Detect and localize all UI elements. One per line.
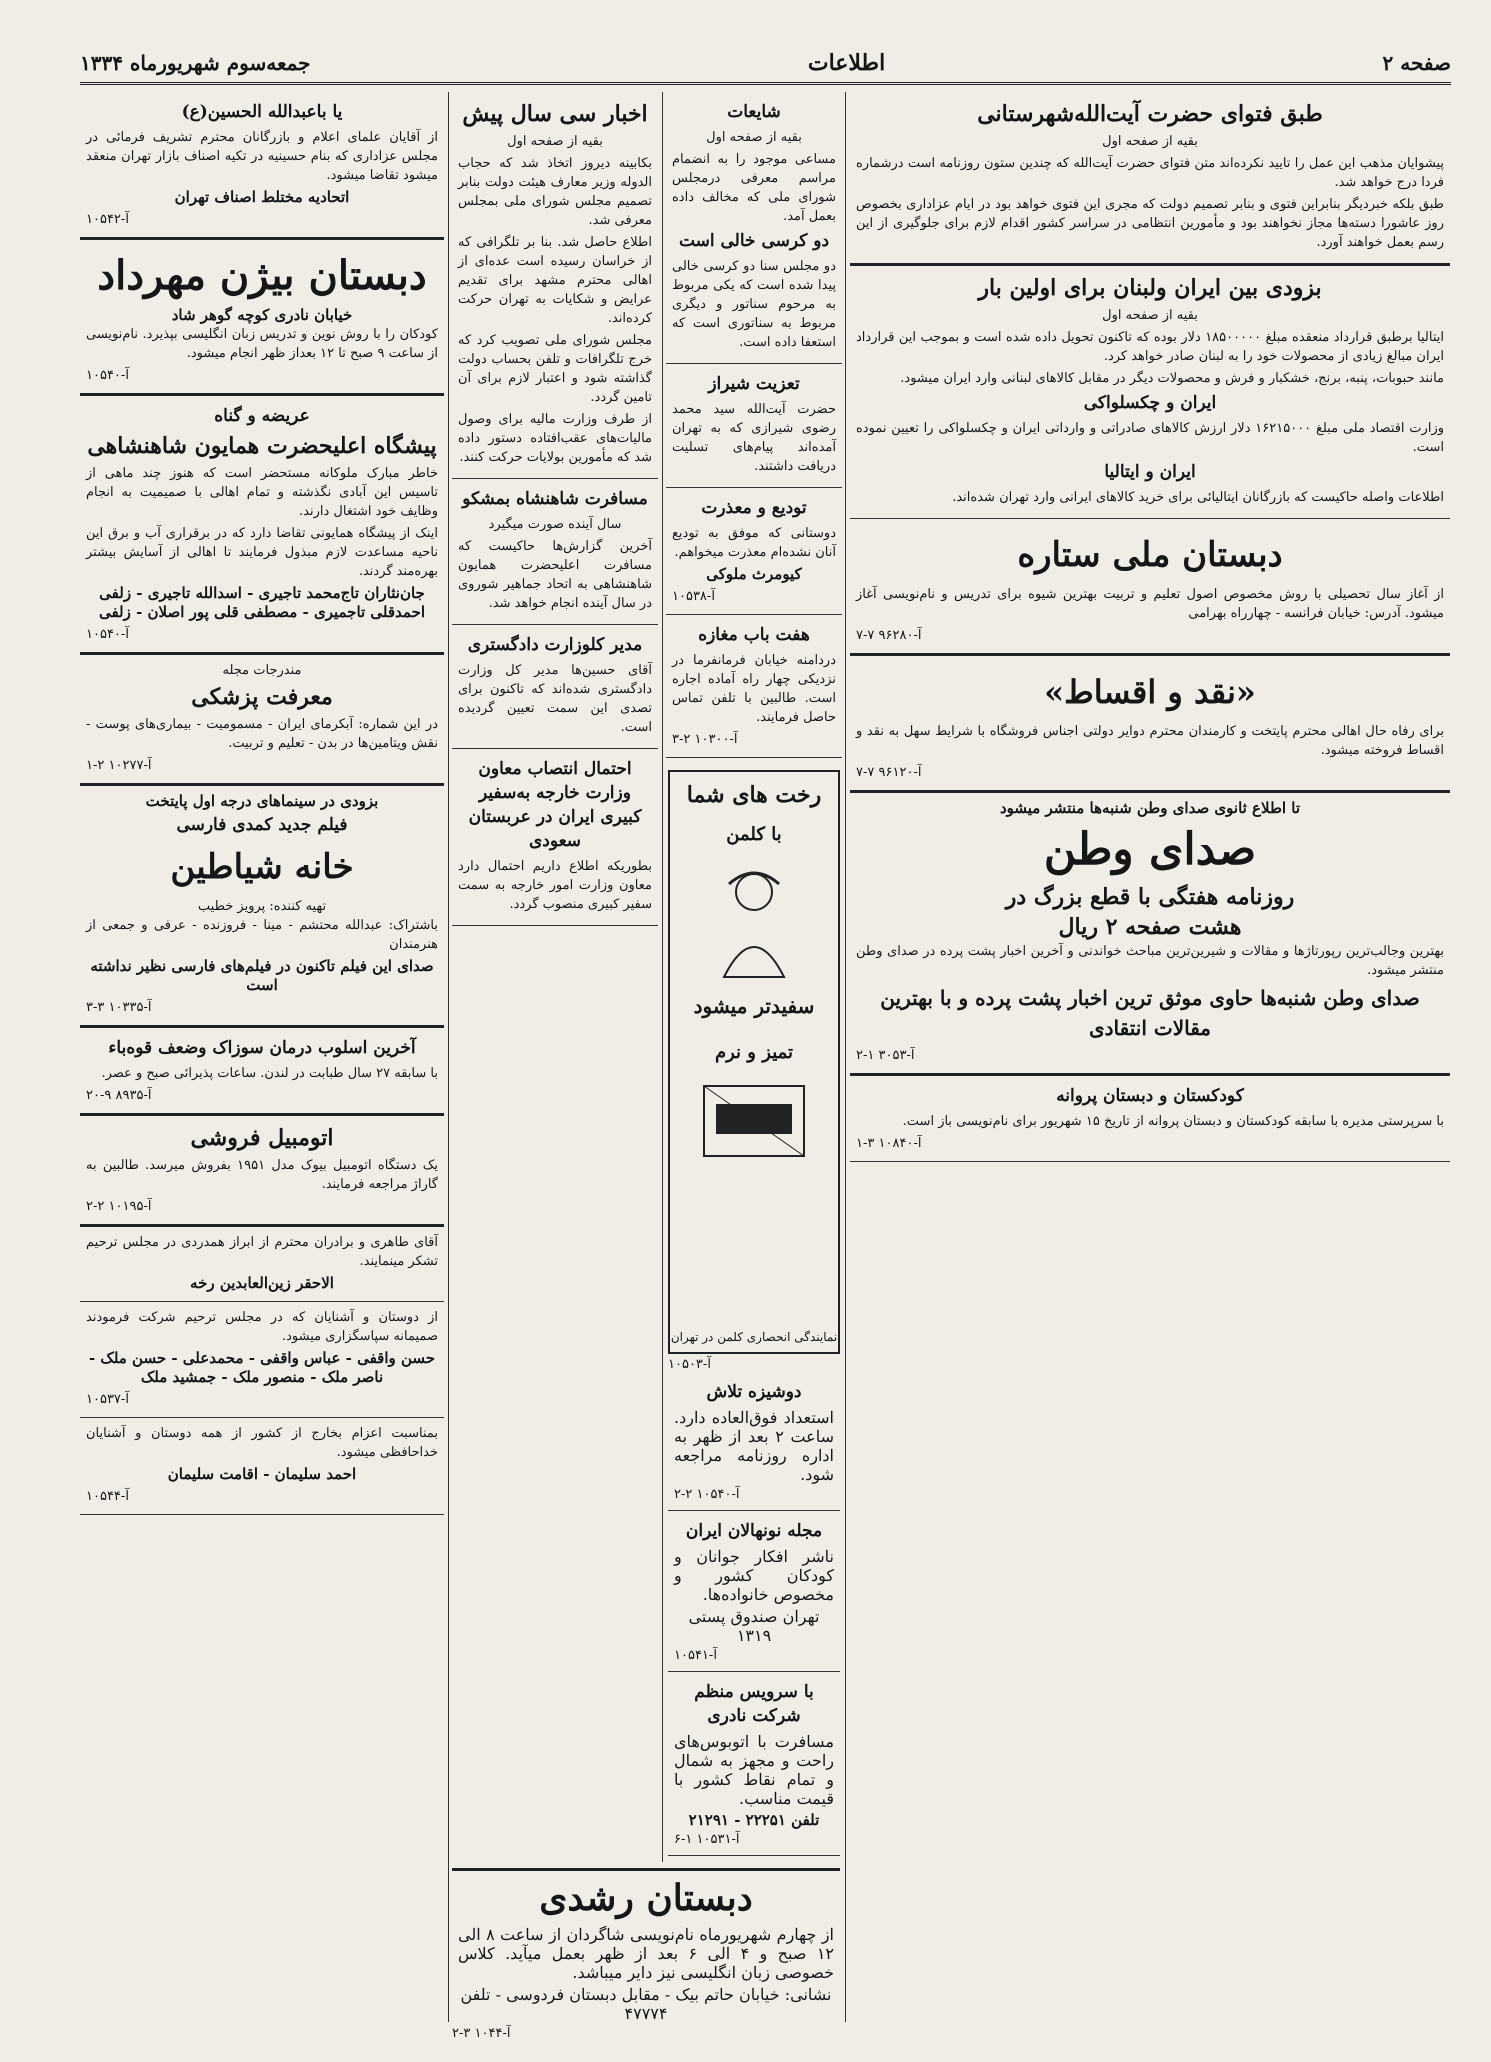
fatwa-paragraph: پیشوایان مذهب این عمل را تایید نکرده‌اند متن فتوای حضرت آیت‌الله که چندین ستون روزنامه است درشماره فردا درج خواهد شد.: [856, 156, 1444, 190]
fatwa-article: [850, 92, 1450, 266]
history-news-continued: بقیه از صفحه اول: [507, 134, 603, 149]
car-sale-ad: [80, 1116, 444, 1227]
justice-paragraph: آقای حسین‌ها مدیر کل وزارت دادگستری شده‌اند که تاکنون برای تصدی این سمت تعیین گردیده است.: [458, 663, 652, 735]
store-title: هفت باب مغازه: [698, 625, 810, 645]
film-announcement: بزودی در سینماهای درجه اول پایتخت: [145, 792, 379, 810]
condolence-headline: تعزیت شیراز: [708, 374, 800, 394]
bus-company-text: مسافرت با اتوبوس‌های راحت و مجهز به شمال و تمام نقاط کشور با قیمت مناسب.: [674, 1732, 834, 1808]
column-left: [80, 92, 444, 2022]
fatwa-paragraph: طبق بلکه خبردیگر بنابراین فتوی و بنابر تصمیم دولت که مجری این فتوی خواهد بود در ایام عزاداری بخصوص روز عاشورا دسته‌ها مجاز نخواهند بود و مأمورین انتظامی در سراسر کشور اقدام لازم برای جلوگیری از این رسم بعمل خواهند آورد.: [856, 197, 1444, 250]
clinic-ad: [80, 1028, 444, 1116]
history-news-paragraph: اطلاع حاصل شد. بنا بر تلگرافی که از خراسان رسیده است عده‌ای از اهالی محترم مشهد برای تقدیم عرایض و شکایات به تهران حرکت کرده‌اند.: [458, 235, 652, 326]
farewell-signature: کیومرث ملوکی: [706, 565, 802, 583]
petition-paragraph: خاطر مبارک ملوکانه مستحضر است که هنوز چند ماهی از تاسیس این آبادی نگذشته و تمام اهالی با صمیمیت به انجام وظایف خود اشتغال دارند.: [86, 466, 438, 519]
history-news-paragraph: بکابینه دیروز اتخاذ شد که حجاب الدوله وزیر معارف هیئت دولت بنابر تصمیم مجلس شورای ملی بمجلس معرفی شد.: [458, 156, 652, 228]
ad-code: آ-۹۶۱۲۰ ۷-۷: [856, 765, 922, 780]
thanks-notice: [80, 1227, 444, 1302]
bus-company-phone: تلفن ۲۲۲۵۱ - ۲۱۲۹۱: [688, 1811, 820, 1829]
clinic-title: آخرین اسلوب درمان سوزاک وضعف قوه‌باء: [108, 1038, 416, 1058]
history-news-headline: اخبار سی سال پیش: [462, 101, 648, 127]
issue-date: جمعه‌سوم شهریورماه ۱۳۳۴: [80, 51, 311, 75]
colman-ad-frame: [668, 770, 840, 1354]
film-cast: باشتراک: عبدالله محتشم - مینا - فروزنده - عرفی و جمعی از هنرمندان: [86, 918, 438, 952]
colman-ad: [668, 770, 840, 1856]
mourning-thanks-signers: حسن واقفی - عباس واقفی - محمدعلی - حسن ملک - ناصر ملک - منصور ملک - جمشید ملک: [88, 1349, 436, 1386]
ad-code: آ-۱۰۵۴۴: [86, 1489, 129, 1504]
thanks-text: آقای طاهری و برادران محترم از ابراز همدردی در مجلس ترحیم تشکر مینمایند.: [86, 1235, 438, 1269]
history-news-article: [452, 92, 658, 479]
kindergarten-title: کودکستان و دبستان پروانه: [1056, 1086, 1244, 1106]
imam-notice: [80, 92, 444, 240]
car-sale-text: یک دستگاه اتومبیل بیوک مدل ۱۹۵۱ بفروش میرسد. طالبین به گاراژ مراجعه فرمایند.: [86, 1158, 438, 1192]
ad-code: آ-۱۰۴۴ ۳-۲: [452, 2026, 511, 2041]
lebanon-paragraph: مانند حبوبات، پنبه، برنج، خشکبار و فرش و محصولات دیگر در مقابل کالاهای لبنانی وارد ایران میشود.: [900, 371, 1444, 386]
health-magazine-label: مندرجات مجله: [222, 663, 302, 678]
ad-code: آ-۱۰۵۳۱ ۱-۶: [674, 1832, 740, 1847]
ad-code: آ-۹۶۲۸۰ ۷-۷: [856, 628, 922, 643]
imam-signature: اتحادیه مختلط اصناف تهران: [174, 188, 350, 206]
school-star-text: از آغاز سال تحصیلی با روش مخصوص اصول تعلیم و تربیت بهترین شیوه برای تدریس و نام‌نویسی آغاز میشود. آدرس: خیابان فرانسه - چهارراه بهرامی: [856, 587, 1444, 621]
mourning-thanks-text: از دوستان و آشنایان که در مجلس ترحیم شرکت فرمودند صمیمانه سپاسگزاری میشود.: [86, 1310, 438, 1344]
column-center-left: [452, 92, 658, 1862]
petition-paragraph: اینک از پیشگاه همایونی تقاضا دارد که در برقراری آب و برق این ناحیه مساعدت لازم مبذول فرمایند تا اهالی از آسایش بیشتر بهره‌مند گردند.: [86, 526, 438, 579]
vatan-title: صدای وطن: [1043, 824, 1257, 875]
farewell-text: دوستانی که موفق به تودیع آنان نشده‌ام معذرت میخواهم.: [672, 526, 836, 560]
masthead: [80, 44, 1451, 85]
justice-article: [452, 625, 658, 749]
lebanon-continued: بقیه از صفحه اول: [1102, 308, 1198, 323]
history-news-paragraph: از طرف وزارت مالیه برای وصول مالیات‌های عقب‌افتاده دستور داده شد که مأمورین بولایات حرکت کنند.: [458, 412, 652, 465]
kindergarten-ad: [850, 1076, 1450, 1162]
school-bijan-address: خیابان نادری کوچه گوهر شاد: [171, 306, 353, 324]
film-title: خانه شیاطین: [170, 847, 354, 887]
school-star-ad: [850, 519, 1450, 656]
rumors-paragraph: مساعی موجود را به انضمام مراسم معرفی درمجلس شورای ملی که مخالف داده بعمل آمد.: [672, 152, 836, 224]
school-bijan-title: دبستان بیژن مهرداد: [97, 252, 427, 299]
colman-ad-title: رخت های شما: [686, 782, 822, 808]
petition-subtitle: پیشگاه اعلیحضرت همایون شاهنشاهی: [87, 433, 437, 459]
health-magazine-ad: [80, 655, 444, 786]
vatan-subtitle: روزنامه هفتگی با قطع بزرگ در: [1005, 884, 1295, 910]
shah-trip-subheadline: سال آینده صورت میگیرد: [488, 517, 622, 532]
kindergarten-text: با سرپرستی مدیره با سابقه کودکستان و دبستان پروانه از تاریخ ۱۵ شهریور برای نام‌نویسی باز است.: [902, 1114, 1444, 1129]
farewell-title: تودیع و معذرت: [701, 498, 807, 518]
youth-magazine-address: تهران صندوق پستی ۱۳۱۹: [688, 1607, 820, 1645]
lebanon-paragraph: ایتالیا برطبق قرارداد منعقده مبلغ ۱۸۵۰۰۰۰۰ دلار بوده که تاکنون تحویل داده شده است و بموجب این قرارداد ایران مبالغ زیادی از محصولات خود را به لبنان صادر خواهد کرد.: [856, 330, 1444, 364]
film-sound-note: صدای این فیلم تاکنون در فیلم‌های فارسی نظیر نداشته است: [90, 957, 434, 994]
italy-headline: ایران و ایتالیا: [1104, 462, 1196, 482]
petition-notice: [80, 396, 444, 655]
marriage-text: استعداد فوق‌العاده دارد. ساعت ۲ بعد از ظهر به اداره روزنامه مراجعه شود.: [674, 1408, 834, 1484]
paper-name: اطلاعات: [807, 50, 886, 76]
history-news-paragraph: مجلس شورای ملی تصویب کرد که خرج تلگرافات و تلفن بحساب دولت گذاشته شود و اعتبار لازم برای آن تامین گردد.: [458, 333, 652, 405]
colman-ad-footer: نمایندگی انحصاری کلمن در تهران: [670, 1330, 838, 1344]
youth-magazine-ad: [668, 1511, 840, 1672]
film-genre: فیلم جدید کمدی فارسی: [176, 815, 348, 835]
marriage-ad: [668, 1372, 840, 1511]
film-ad: [80, 786, 444, 1028]
clinic-text: با سابقه ۲۷ سال طبابت در لندن. ساعات پذیرائی صبح و عصر.: [101, 1066, 438, 1081]
health-magazine-text: در این شماره: آبکرمای ایران - مسمومیت - بیماری‌های پوست - نقش ویتامین‌ها در بدن - تعلیم و تربیت.: [86, 717, 438, 751]
vatan-announcement: تا اطلاع ثانوی صدای وطن شنبه‌ها منتشر میشود: [999, 799, 1301, 817]
fatwa-continued: بقیه از صفحه اول: [1102, 134, 1198, 149]
ad-code: آ-۱۰۱۹۵ ۲-۲: [86, 1199, 152, 1214]
shah-trip-paragraph: آخرین گزارش‌ها حاکیست که مسافرت اعلیحضرت همایون شاهنشاهی به اتحاد جماهیر شوروی در سال آینده انجام خواهد شد.: [458, 539, 652, 611]
thanks-signature: الاحقر زین‌العابدین رخه: [190, 1274, 334, 1292]
page-number: صفحه ۲: [1382, 51, 1451, 75]
store-text: دردامنه خیابان فرمانفرما در نزدیکی چهار راه آماده اجاره است. طالبین با تلفن تماس حاصل فرمایند.: [672, 653, 836, 725]
condolence-paragraph: حضرت آیت‌الله سید محمد رضوی شیرازی که به تهران آمده‌اند پیام‌های تسلیت دریافت داشتند.: [672, 402, 836, 474]
farewell-abroad-text: بمناسبت اعزام بخارج از کشور از همه دوستان و آشنایان خداحافظی میشود.: [86, 1426, 438, 1460]
ad-code: آ-۱۰۵۴۱: [674, 1648, 717, 1663]
imam-title: یا باعبدالله الحسین(ع): [181, 102, 343, 122]
ad-code: آ-۱۰۸۴۰ ۳-۱: [856, 1136, 922, 1151]
rumors-continued: بقیه از صفحه اول: [706, 130, 802, 145]
condolence-article: [666, 364, 842, 488]
youth-magazine-title: مجله نونهالان ایران: [685, 1521, 823, 1541]
lebanon-headline: بزودی بین ایران ولبنان برای اولین بار: [978, 275, 1322, 301]
rumors-article: [666, 92, 842, 364]
column-divider: [662, 92, 663, 1862]
ad-code: آ-۳۰۵۳ ۱-۲: [856, 1048, 915, 1063]
vatan-price: هشت صفحه ۲ ریال: [1058, 914, 1242, 940]
petition-signers: جان‌نثاران تاج‌محمد تاجیری - اسدالله تاجیری - زلفی: [99, 584, 425, 602]
shah-trip-headline: مسافرت شاهنشاه بمشکو: [462, 489, 648, 509]
ad-code: آ-۱۰۵۴۰ ۲-۲: [674, 1487, 740, 1502]
ad-code: آ-۸۹۳۵ ۹-۲۰: [86, 1088, 152, 1103]
italy-paragraph: اطلاعات واصله حاکیست که بازرگانان ایتالیائی برای خرید کالاهای ایرانی وارد تهران شده‌اند.: [952, 490, 1444, 505]
health-magazine-title: معرفت پزشکی: [191, 684, 333, 710]
column-divider: [448, 92, 449, 2022]
ad-code: آ-۱۰۳۳۵ ۳-۳: [86, 1000, 152, 1015]
ad-code: آ-۱۰۵۳۸: [672, 589, 715, 604]
column-right: [850, 92, 1450, 2022]
ad-code: آ-۱۰۵۴۰: [86, 627, 129, 642]
ambassador-paragraph: بطوریکه اطلاع داریم احتمال دارد معاون وزارت امور خارجه به سمت سفیر کبیری منصوب گردد.: [458, 859, 652, 912]
farewell-abroad-notice: [80, 1418, 444, 1515]
ad-code: آ-۱۰۵۳۷: [86, 1392, 129, 1407]
czech-headline: ایران و چکسلواکی: [1083, 393, 1217, 413]
car-sale-title: اتومبیل فروشی: [190, 1125, 334, 1151]
cash-installment-ad: [850, 656, 1450, 793]
rumors-headline: شایعات: [727, 102, 781, 122]
farewell-notice: [666, 488, 842, 615]
colman-ad-slogan: سفیدتر میشود: [693, 994, 815, 1018]
bus-company-ad: [668, 1672, 840, 1856]
ambassador-headline: احتمال انتصاب معاون وزارت خارجه به‌سفیر کبیری ایران در عربستان سعودی: [468, 759, 642, 851]
shah-trip-article: [452, 479, 658, 625]
colman-ad-subtitle: با کلمن: [726, 824, 782, 845]
youth-magazine-text: ناشر افکار جوانان و کودکان کشور و مخصوص خانواده‌ها.: [674, 1547, 834, 1604]
vatan-text: بهترین وجالب‌ترین رپورتاژها و مقالات و شیرین‌ترین مباحث خواندنی و آخرین اخبار پشت پرده در صدای وطن منتشر میشود.: [856, 944, 1444, 978]
ad-code: آ-۱۰۳۰۰ ۲-۳: [672, 732, 738, 747]
school-star-title: دبستان ملی ستاره: [1017, 535, 1283, 575]
ambassador-article: [452, 749, 658, 926]
school-roshdi-ad: [452, 1868, 840, 2041]
marriage-title: دوشیزه تلاش: [706, 1382, 802, 1402]
justice-headline: مدیر کلوزارت دادگستری: [467, 635, 643, 655]
chairs-paragraph: دو مجلس سنا دو کرسی خالی پیدا شده است که یکی مربوط به مرحوم سناتور و دیگری مربوط به سناتوری است که استعفا داده است.: [672, 259, 836, 350]
vatan-slogan: صدای وطن شنبه‌ها حاوی موثق ترین اخبار پشت پرده و با بهترین مقالات انتقادی: [880, 986, 1420, 1040]
czech-paragraph: وزارت اقتصاد ملی مبلغ ۱۶۲۱۵۰۰۰ دلار ارزش کالاهای صادراتی و وارداتی ایران و چکسلواکی را تعیین نموده است.: [856, 421, 1444, 455]
fatwa-headline: طبق فتوای حضرت آیت‌الله‌شهرستانی: [977, 101, 1323, 127]
store-ad: [666, 615, 842, 758]
imam-text: از آقایان علمای اعلام و بازرگانان محترم تشریف فرمائی در مجلس عزاداری که بنام حسینیه در تکیه اصناف بازار تهران منعقد میشود تقاضا میشود.: [86, 130, 438, 183]
cash-installment-text: برای رفاه حال اهالی محترم پایتخت و کارمندان محترم دوایر دولتی اجناس فروشگاه با شرایط سهل به نقد و اقساط فروخته میشود.: [856, 724, 1444, 758]
woman-illustration-icon: [699, 862, 809, 982]
cash-installment-title: «نقد و اقساط»: [1044, 673, 1256, 711]
school-bijan-text: کودکان را با روش نوین و تدریس زبان انگلیسی بپذیرد. نام‌نویسی از ساعت ۹ صبح تا ۱۲ بعداز ظهر انجام میشود.: [86, 327, 438, 361]
film-producer: تهیه کننده: پرویز خطیب: [197, 899, 327, 914]
school-roshdi-text: از چهارم شهریورماه نام‌نویسی شاگردان از ساعت ۸ الی ۱۲ صبح و ۴ الی ۶ بعد از ظهر بعمل میآید. کلاس خصوصی زبان انگلیسی نیز دایر میباشد.: [458, 1925, 835, 1982]
detergent-box-icon: [694, 1076, 814, 1166]
ad-code: آ-۱۰۵۰۳: [668, 1357, 711, 1372]
mourning-thanks-notice: [80, 1302, 444, 1418]
ad-code: آ-۱۰۵۴۰: [86, 368, 129, 383]
ad-code: آ-۱۰۲۷۷ ۲-۱: [86, 758, 152, 773]
ad-code: آ-۱۰۵۴۲: [86, 212, 129, 227]
bus-company-title: با سرویس منظم شرکت نادری: [694, 1682, 814, 1726]
colman-ad-slogan2: تمیز و نرم: [714, 1042, 794, 1063]
petition-title: عریضه و گناه: [214, 406, 310, 426]
chairs-headline: دو کرسی خالی است: [678, 231, 830, 251]
farewell-abroad-signature: احمد سلیمان - اقامت سلیمان: [167, 1465, 357, 1483]
petition-signers: احمدقلی تاجمیری - مصطفی قلی پور اصلان - زلفی: [98, 603, 426, 621]
vatan-ad: [850, 793, 1450, 1076]
school-roshdi-title: دبستان رشدی: [539, 1877, 753, 1919]
school-roshdi-address: نشانی: خیابان حاتم بیک - مقابل دبستان فردوسی - تلفن ۴۷۷۷۴: [460, 1985, 832, 2023]
column-divider: [845, 92, 846, 2022]
school-bijan-ad: [80, 240, 444, 396]
lebanon-article: [850, 266, 1450, 519]
